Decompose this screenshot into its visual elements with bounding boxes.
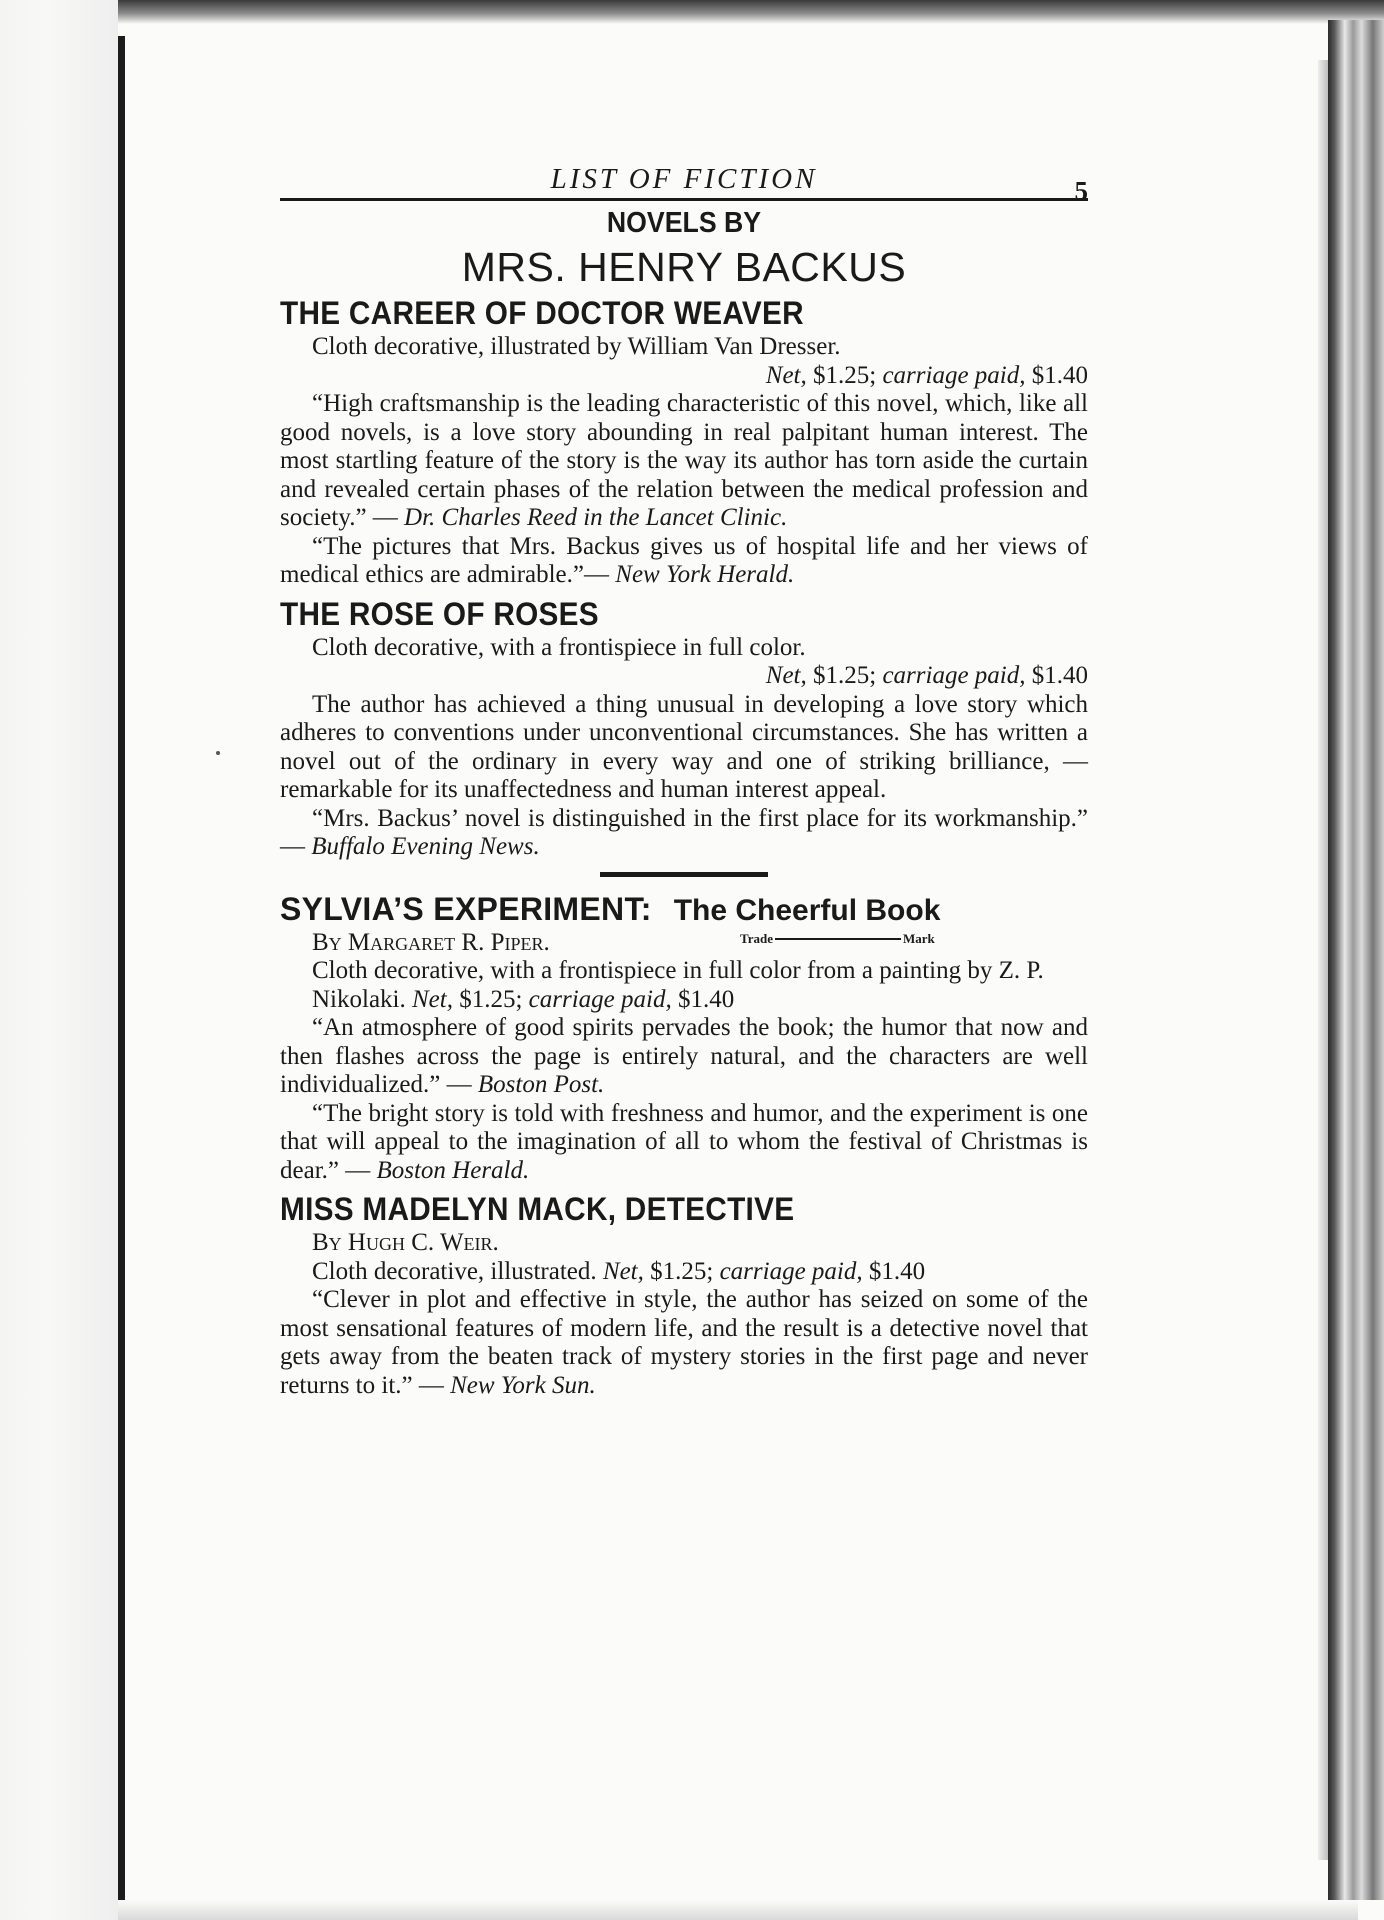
review-text: “The bright story is told with freshness and humor, and the experiment is one that will appeal to the imagination of all to whom the festival of Christmas is dear.” — xyxy=(280,1099,1088,1184)
net-price: $1.25; xyxy=(650,1257,714,1285)
carriage-price: $1.40 xyxy=(1031,361,1088,389)
trademark-notice xyxy=(740,925,935,954)
book-title-row xyxy=(280,889,1088,929)
trademark-right: Mark xyxy=(902,930,935,946)
page-edge-inner xyxy=(1318,60,1328,1860)
net-label: Net, xyxy=(602,1257,644,1285)
net-label: Net, xyxy=(765,662,807,689)
speck xyxy=(216,751,220,755)
running-head xyxy=(280,160,1088,206)
carriage-label: carriage paid, xyxy=(528,985,672,1013)
book-entry-career-of-doctor-weaver xyxy=(280,293,1088,590)
book-title: THE CAREER OF DOCTOR WEAVER xyxy=(280,295,804,331)
carriage-label: carriage paid, xyxy=(719,1257,863,1285)
binding-info: Cloth decorative, with a frontispiece in full color. xyxy=(312,633,806,661)
book-description: The author has achieved a thing unusual in developing a love story which adheres to conventions under unconventional circumstances. She has written a novel out of the ordinary in every way and one of striking brilliance, — remarkable for its unaffectedness and human interest appeal. xyxy=(280,690,1088,803)
book-entry-rose-of-roses xyxy=(280,594,1088,862)
review-quote xyxy=(280,1100,1088,1186)
spine-gutter-line xyxy=(118,36,125,1920)
review-text: “High craftsmanship is the leading characteristic of this novel, which, like all good novels, is a love story abounding in real palpitant human interest. The most startling feature of the story is the way its author has torn aside the curtain and revealed certain phases of the relation between the medical profession and society.” — xyxy=(280,390,1088,531)
price-line xyxy=(280,662,1088,691)
carriage-price: $1.40 xyxy=(868,1257,926,1285)
book-entry-miss-madelyn-mack xyxy=(280,1189,1088,1400)
review-quote xyxy=(280,1286,1088,1400)
review-source: New York Herald. xyxy=(615,561,795,588)
section-divider-rule xyxy=(600,872,768,877)
inline-price xyxy=(412,986,734,1013)
carriage-price: $1.40 xyxy=(1031,662,1088,689)
page-content xyxy=(280,160,1088,1400)
review-source: Dr. Charles Reed in the Lancet Clinic. xyxy=(404,504,788,531)
bottom-edge xyxy=(118,1900,1358,1920)
review-source: New York Sun. xyxy=(450,1371,596,1399)
review-source: Boston Herald. xyxy=(376,1156,530,1184)
net-label: Net, xyxy=(765,361,807,389)
author-byline: By Margaret R. Piper. xyxy=(312,928,550,956)
carriage-price: $1.40 xyxy=(677,985,735,1013)
book-title: MISS MADELYN MACK, DETECTIVE xyxy=(280,1191,795,1227)
net-label: Net, xyxy=(412,985,453,1013)
binding-info: Cloth decorative, illustrated by William Van Dresser. xyxy=(312,333,841,360)
page-stack-edge xyxy=(1328,20,1384,1900)
author-byline: By Hugh C. Weir. xyxy=(312,1229,499,1256)
book-title: THE ROSE OF ROSES xyxy=(280,595,599,632)
running-title: LIST OF FICTION xyxy=(550,163,818,195)
review-text: “The pictures that Mrs. Backus gives us of hospital life and her views of medical ethics are admirable.”— xyxy=(280,532,1088,588)
binding-text: Cloth decorative, illustrated. xyxy=(312,1257,597,1285)
trademark-line xyxy=(775,938,901,940)
review-source: Buffalo Evening News. xyxy=(311,833,540,860)
review-quote xyxy=(280,390,1088,533)
carriage-label: carriage paid, xyxy=(882,662,1026,689)
review-text: “Clever in plot and effective in style, the author has seized on some of the most sensational features of modern life, and the result is a detective novel that gets away from the beaten track of mystery stories in the first page and never returns to it.” — xyxy=(280,1286,1088,1399)
spine-margin xyxy=(0,0,118,1920)
net-price: $1.25; xyxy=(459,985,523,1013)
net-price: $1.25; xyxy=(813,361,877,389)
review-text: “Mrs. Backus’ novel is distinguished in the first place for its workmanship.” — xyxy=(280,804,1088,860)
price-line xyxy=(280,362,1088,391)
review-source: Boston Post. xyxy=(477,1071,605,1098)
author-heading: MRS. HENRY BACKUS xyxy=(461,244,907,290)
net-price: $1.25; xyxy=(813,662,877,689)
binding-text: Cloth decorative, with a frontispiece in full color from a painting by Z. P. Nikolaki. xyxy=(312,957,1044,1013)
review-quote xyxy=(280,533,1088,590)
trademark-left: Trade xyxy=(740,930,773,946)
page-number: 5 xyxy=(1074,176,1088,206)
binding-info xyxy=(280,1258,1088,1287)
inline-price xyxy=(603,1258,925,1285)
review-quote xyxy=(280,1014,1088,1100)
binding-info xyxy=(280,957,1088,1014)
carriage-label: carriage paid, xyxy=(882,361,1026,389)
byline-row xyxy=(280,929,1088,958)
series-title: The Cheerful Book xyxy=(673,893,941,927)
review-quote xyxy=(280,805,1088,862)
top-binding-edge xyxy=(0,0,1384,24)
book-title: SYLVIA’S EXPERIMENT: xyxy=(280,890,652,927)
novels-by-heading: NOVELS BY xyxy=(606,207,762,239)
book-entry-sylvias-experiment xyxy=(280,889,1088,1186)
review-text: “An atmosphere of good spirits pervades the book; the humor that now and then flashes across the page is entirely natural, and the characters are well individualized.” — xyxy=(280,1014,1088,1098)
